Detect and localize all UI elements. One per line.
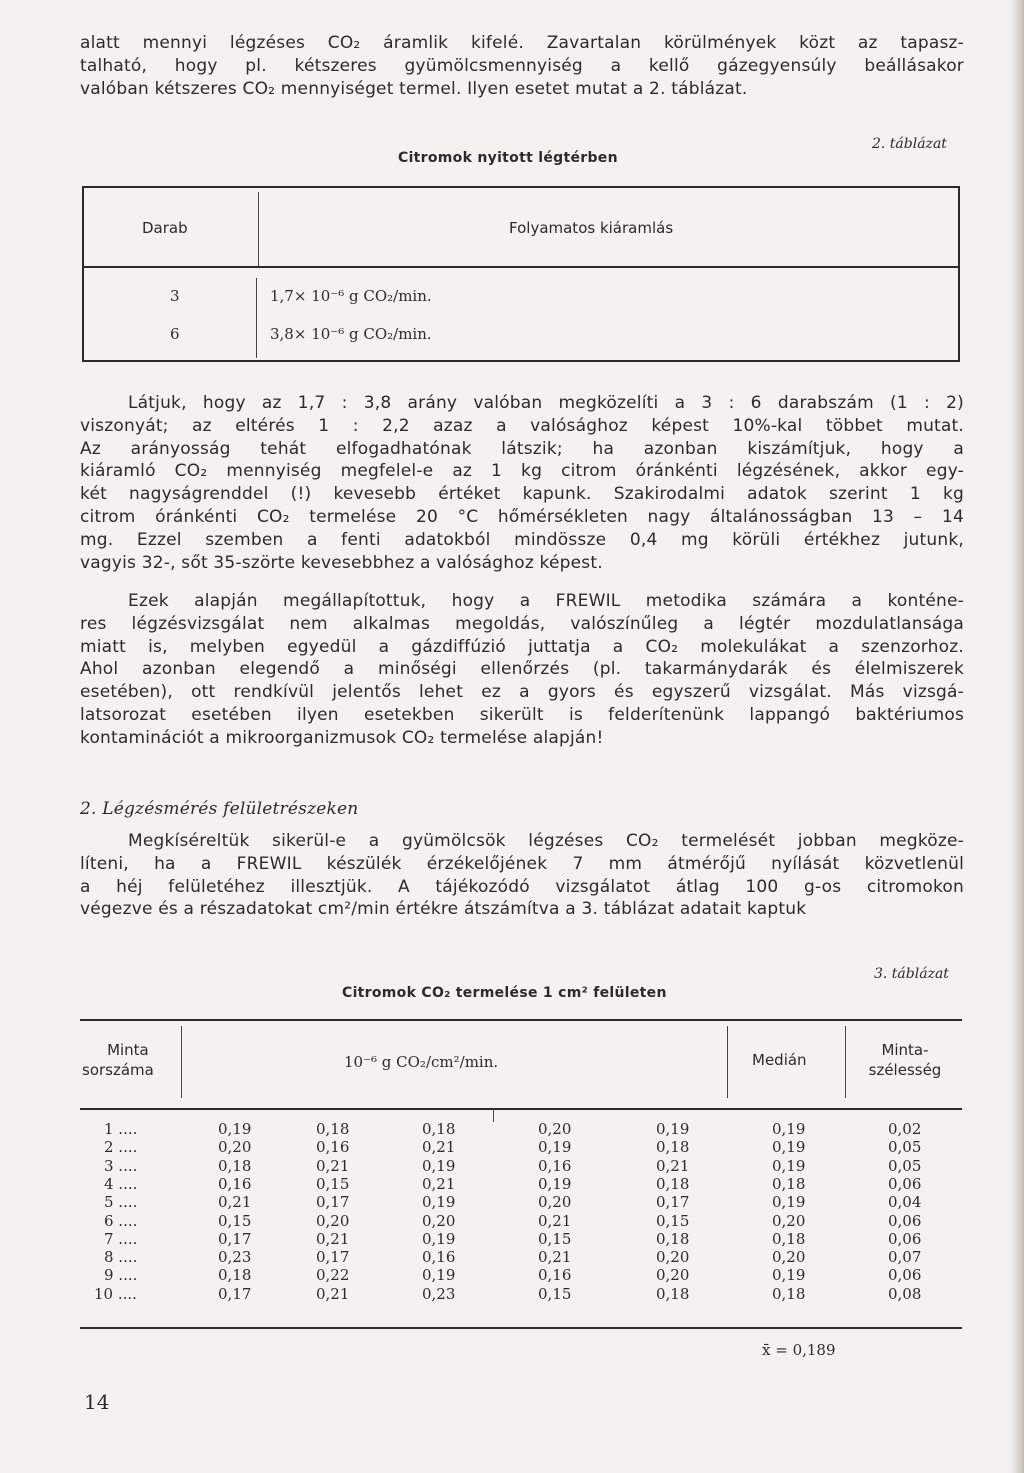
text-line: líteni, ha a FREWIL készülék érzékelőjének 7 mm átmérőjű nyílását közvetlenül: [80, 853, 964, 874]
table3-median-cell: 0,19: [772, 1157, 806, 1175]
table3-value-cell: 0,20: [656, 1266, 690, 1284]
table3-row-number: 10 ....: [94, 1285, 137, 1303]
table3-value-cell: 0,15: [538, 1285, 572, 1303]
table3-value-cell: 0,18: [218, 1157, 252, 1175]
table3-row-number: 5 ....: [104, 1193, 138, 1211]
table3-value-cell: 0,18: [218, 1266, 252, 1284]
table2-ref: 2. táblázat: [872, 136, 947, 152]
table3-width-cell: 0,07: [888, 1248, 922, 1266]
text-line: vagyis 32-, sőt 35-szörte kevesebbhez a valósághoz képest.: [80, 552, 603, 573]
intro-line: talható, hogy pl. kétszeres gyümölcsmennyiség a kellő gázegyensúly beállásakor: [80, 55, 964, 76]
text-line: kontaminációt a mikroorganizmusok CO₂ termelése alapján!: [80, 727, 604, 748]
table3-value-cell: 0,19: [218, 1120, 252, 1138]
table2-caption: Citromok nyitott légtérben: [398, 150, 618, 166]
table3-value-cell: 0,20: [218, 1138, 252, 1156]
table3-value-cell: 0,19: [538, 1175, 572, 1193]
table3-value-cell: 0,15: [538, 1230, 572, 1248]
table3-median-cell: 0,20: [772, 1212, 806, 1230]
table3-median-cell: 0,19: [772, 1138, 806, 1156]
table3-col-unit: 10⁻⁶ g CO₂/cm²/min.: [344, 1053, 499, 1071]
text-line: Látjuk, hogy az 1,7 : 3,8 arány valóban megközelíti a 3 : 6 darabszám (1 : 2): [128, 393, 964, 413]
table3-width-cell: 0,04: [888, 1193, 922, 1211]
table3-value-cell: 0,23: [218, 1248, 252, 1266]
table3-divider: [727, 1026, 728, 1098]
table3-value-cell: 0,21: [316, 1230, 350, 1248]
text-line: res légzésvizsgálat nem alkalmas megoldás, valószínűleg a légtér mozdulatlansága: [80, 613, 964, 634]
text-line: Ahol azonban elegendő a minőségi ellenőrzés (pl. takarmánydarák és élelmiszerek: [80, 659, 964, 680]
table3-median-cell: 0,19: [772, 1193, 806, 1211]
table2-col-darab: Darab: [142, 219, 188, 237]
table3-value-cell: 0,21: [656, 1157, 690, 1175]
body-paragraph: [80, 830, 964, 921]
table3-col-minta-line: Minta: [107, 1041, 149, 1059]
table3-row-number: 9 ....: [104, 1266, 138, 1284]
table3-header-rule: [80, 1108, 962, 1110]
table3-col-median: Medián: [752, 1051, 807, 1069]
table3-value-cell: 0,19: [422, 1266, 456, 1284]
table3-value-cell: 0,21: [316, 1157, 350, 1175]
text-line: miatt is, melyben egyedül a gázdiffúzió juttatja a CO₂ molekulákat a szenzorhoz.: [80, 636, 964, 657]
table3-value-cell: 0,19: [656, 1120, 690, 1138]
table3-median-cell: 0,19: [772, 1120, 806, 1138]
table3-row-number: 6 ....: [104, 1212, 138, 1230]
section-heading: 2. Légzésmérés felületrészeken: [80, 799, 359, 819]
table3-value-cell: 0,18: [422, 1120, 456, 1138]
table3-width-cell: 0,02: [888, 1120, 922, 1138]
table3-width-cell: 0,08: [888, 1285, 922, 1303]
table3-value-cell: 0,21: [422, 1138, 456, 1156]
table3-value-cell: 0,21: [538, 1248, 572, 1266]
table3-value-cell: 0,17: [316, 1193, 350, 1211]
table3-bottom-rule: [80, 1327, 962, 1329]
table3-value-cell: 0,17: [656, 1193, 690, 1211]
table3-value-cell: 0,16: [218, 1175, 252, 1193]
table3-row-number: 1 ....: [104, 1120, 138, 1138]
table3-value-cell: 0,18: [316, 1120, 350, 1138]
table3-caption: Citromok CO₂ termelése 1 cm² felületen: [342, 985, 667, 1001]
table3-value-cell: 0,19: [422, 1157, 456, 1175]
table3-median-cell: 0,19: [772, 1266, 806, 1284]
text-line: a héj felületéhez illesztjük. A tájékozódó vizsgálatot átlag 100 g-os citromokon: [80, 876, 964, 897]
table2-flow-cell: 3,8× 10⁻⁶ g CO₂/min.: [270, 325, 432, 343]
table2-body-divider: [256, 278, 257, 358]
table3-col-width-line: szélesség: [868, 1061, 942, 1079]
table3-value-cell: 0,19: [538, 1138, 572, 1156]
table3-median-cell: 0,20: [772, 1248, 806, 1266]
table3-value-cell: 0,20: [316, 1212, 350, 1230]
table2-darab-cell: 6: [170, 325, 180, 343]
text-line: latsorozat esetében ilyen esetekben sikerült is felderítenünk lappangó baktériumos: [80, 704, 964, 725]
table3-row-number: 2 ....: [104, 1138, 138, 1156]
table3-value-cell: 0,15: [656, 1212, 690, 1230]
table3-row-number: 7 ....: [104, 1230, 138, 1248]
text-line: viszonyát; az eltérés 1 : 2,2 azaz a valósághoz képest 10%-kal többet mutat.: [80, 415, 964, 436]
table2: [82, 186, 960, 362]
table3-divider: [493, 1108, 494, 1122]
table3-value-cell: 0,19: [422, 1230, 456, 1248]
table3-value-cell: 0,20: [538, 1193, 572, 1211]
page-number: 14: [84, 1390, 110, 1414]
text-line: kiáramló CO₂ mennyiség megfelel-e az 1 kg citrom óránkénti légzésének, akkor egy-: [80, 461, 964, 482]
text-line: Az arányosság tehát elfogadhatónak látszik; ha azonban kiszámítjuk, hogy a: [80, 438, 964, 459]
table2-col-flow: Folyamatos kiáramlás: [509, 219, 674, 237]
table3-col-minta: [82, 1040, 154, 1080]
text-line: Ezek alapján megállapítottuk, hogy a FREWIL metodika számára a konténe-: [128, 591, 964, 611]
table3-value-cell: 0,16: [316, 1138, 350, 1156]
table3-value-cell: 0,21: [422, 1175, 456, 1193]
table2-header-divider: [258, 192, 259, 266]
table3-ref: 3. táblázat: [874, 966, 949, 982]
table3-value-cell: 0,16: [538, 1157, 572, 1175]
text-line: Megkíséreltük sikerül-e a gyümölcsök légzéses CO₂ termelését jobban megköze-: [128, 831, 964, 851]
table3-width-cell: 0,05: [888, 1157, 922, 1175]
table3-value-cell: 0,18: [656, 1230, 690, 1248]
table3-col-width-line: Minta-: [881, 1041, 929, 1059]
table3-value-cell: 0,23: [422, 1285, 456, 1303]
table3-value-cell: 0,18: [656, 1175, 690, 1193]
text-line: végezve és a részadatokat cm²/min értékre átszámítva a 3. táblázat adatait kaptuk: [80, 899, 807, 920]
table3-mean: x̄ = 0,189: [762, 1341, 836, 1359]
table3-col-width: [848, 1040, 962, 1080]
table3-median-cell: 0,18: [772, 1285, 806, 1303]
table3-value-cell: 0,20: [656, 1248, 690, 1266]
table3-value-cell: 0,21: [538, 1212, 572, 1230]
table3-value-cell: 0,16: [538, 1266, 572, 1284]
table3-value-cell: 0,17: [218, 1285, 252, 1303]
table3-top-rule: [80, 1019, 962, 1021]
table3-row-number: 3 ....: [104, 1157, 138, 1175]
table3-value-cell: 0,17: [316, 1248, 350, 1266]
table3-median-cell: 0,18: [772, 1230, 806, 1248]
intro-paragraph: [80, 32, 964, 100]
table3-value-cell: 0,15: [218, 1212, 252, 1230]
body-paragraph: [80, 590, 964, 750]
table2-flow-cell: 1,7× 10⁻⁶ g CO₂/min.: [270, 287, 432, 305]
table3-col-minta-line: sorszáma: [82, 1061, 154, 1079]
text-line: mg. Ezzel szemben a fenti adatokból mindössze 0,4 mg körüli értékhez jutunk,: [80, 529, 964, 550]
text-line: citrom óránkénti CO₂ termelése 20 °C hőmérsékleten nagy általánosságban 13 – 14: [80, 506, 964, 527]
table3-width-cell: 0,06: [888, 1212, 922, 1230]
intro-line: alatt mennyi légzéses CO₂ áramlik kifelé. Zavartalan körülmények közt az tapasz-: [80, 33, 964, 53]
table3-width-cell: 0,06: [888, 1230, 922, 1248]
table3-row-number: 4 ....: [104, 1175, 138, 1193]
table3-width-cell: 0,05: [888, 1138, 922, 1156]
table3-value-cell: 0,21: [218, 1193, 252, 1211]
body-paragraph: [80, 392, 964, 574]
table3-value-cell: 0,15: [316, 1175, 350, 1193]
table3-divider: [845, 1026, 846, 1098]
intro-line: valóban kétszeres CO₂ mennyiséget termel. Ilyen esetet mutat a 2. táblázat.: [80, 78, 748, 99]
page-edge-shadow: [1010, 0, 1024, 1473]
table3-value-cell: 0,17: [218, 1230, 252, 1248]
table3-value-cell: 0,20: [422, 1212, 456, 1230]
table3-value-cell: 0,22: [316, 1266, 350, 1284]
table3-value-cell: 0,19: [422, 1193, 456, 1211]
table3-width-cell: 0,06: [888, 1266, 922, 1284]
table3-median-cell: 0,18: [772, 1175, 806, 1193]
table2-darab-cell: 3: [170, 287, 180, 305]
table3-value-cell: 0,18: [656, 1138, 690, 1156]
text-line: esetében), ott rendkívül jelentős lehet ez a gyors és egyszerű vizsgálat. Más vizsgá-: [80, 682, 964, 703]
table2-header-rule: [84, 266, 958, 268]
table3-value-cell: 0,18: [656, 1285, 690, 1303]
text-line: két nagyságrenddel (!) kevesebb értéket kapunk. Szakirodalmi adatok szerint 1 kg: [80, 484, 964, 505]
table3-divider: [181, 1026, 182, 1098]
table3-value-cell: 0,21: [316, 1285, 350, 1303]
table3-row-number: 8 ....: [104, 1248, 138, 1266]
table3-value-cell: 0,20: [538, 1120, 572, 1138]
table3-width-cell: 0,06: [888, 1175, 922, 1193]
table3-value-cell: 0,16: [422, 1248, 456, 1266]
